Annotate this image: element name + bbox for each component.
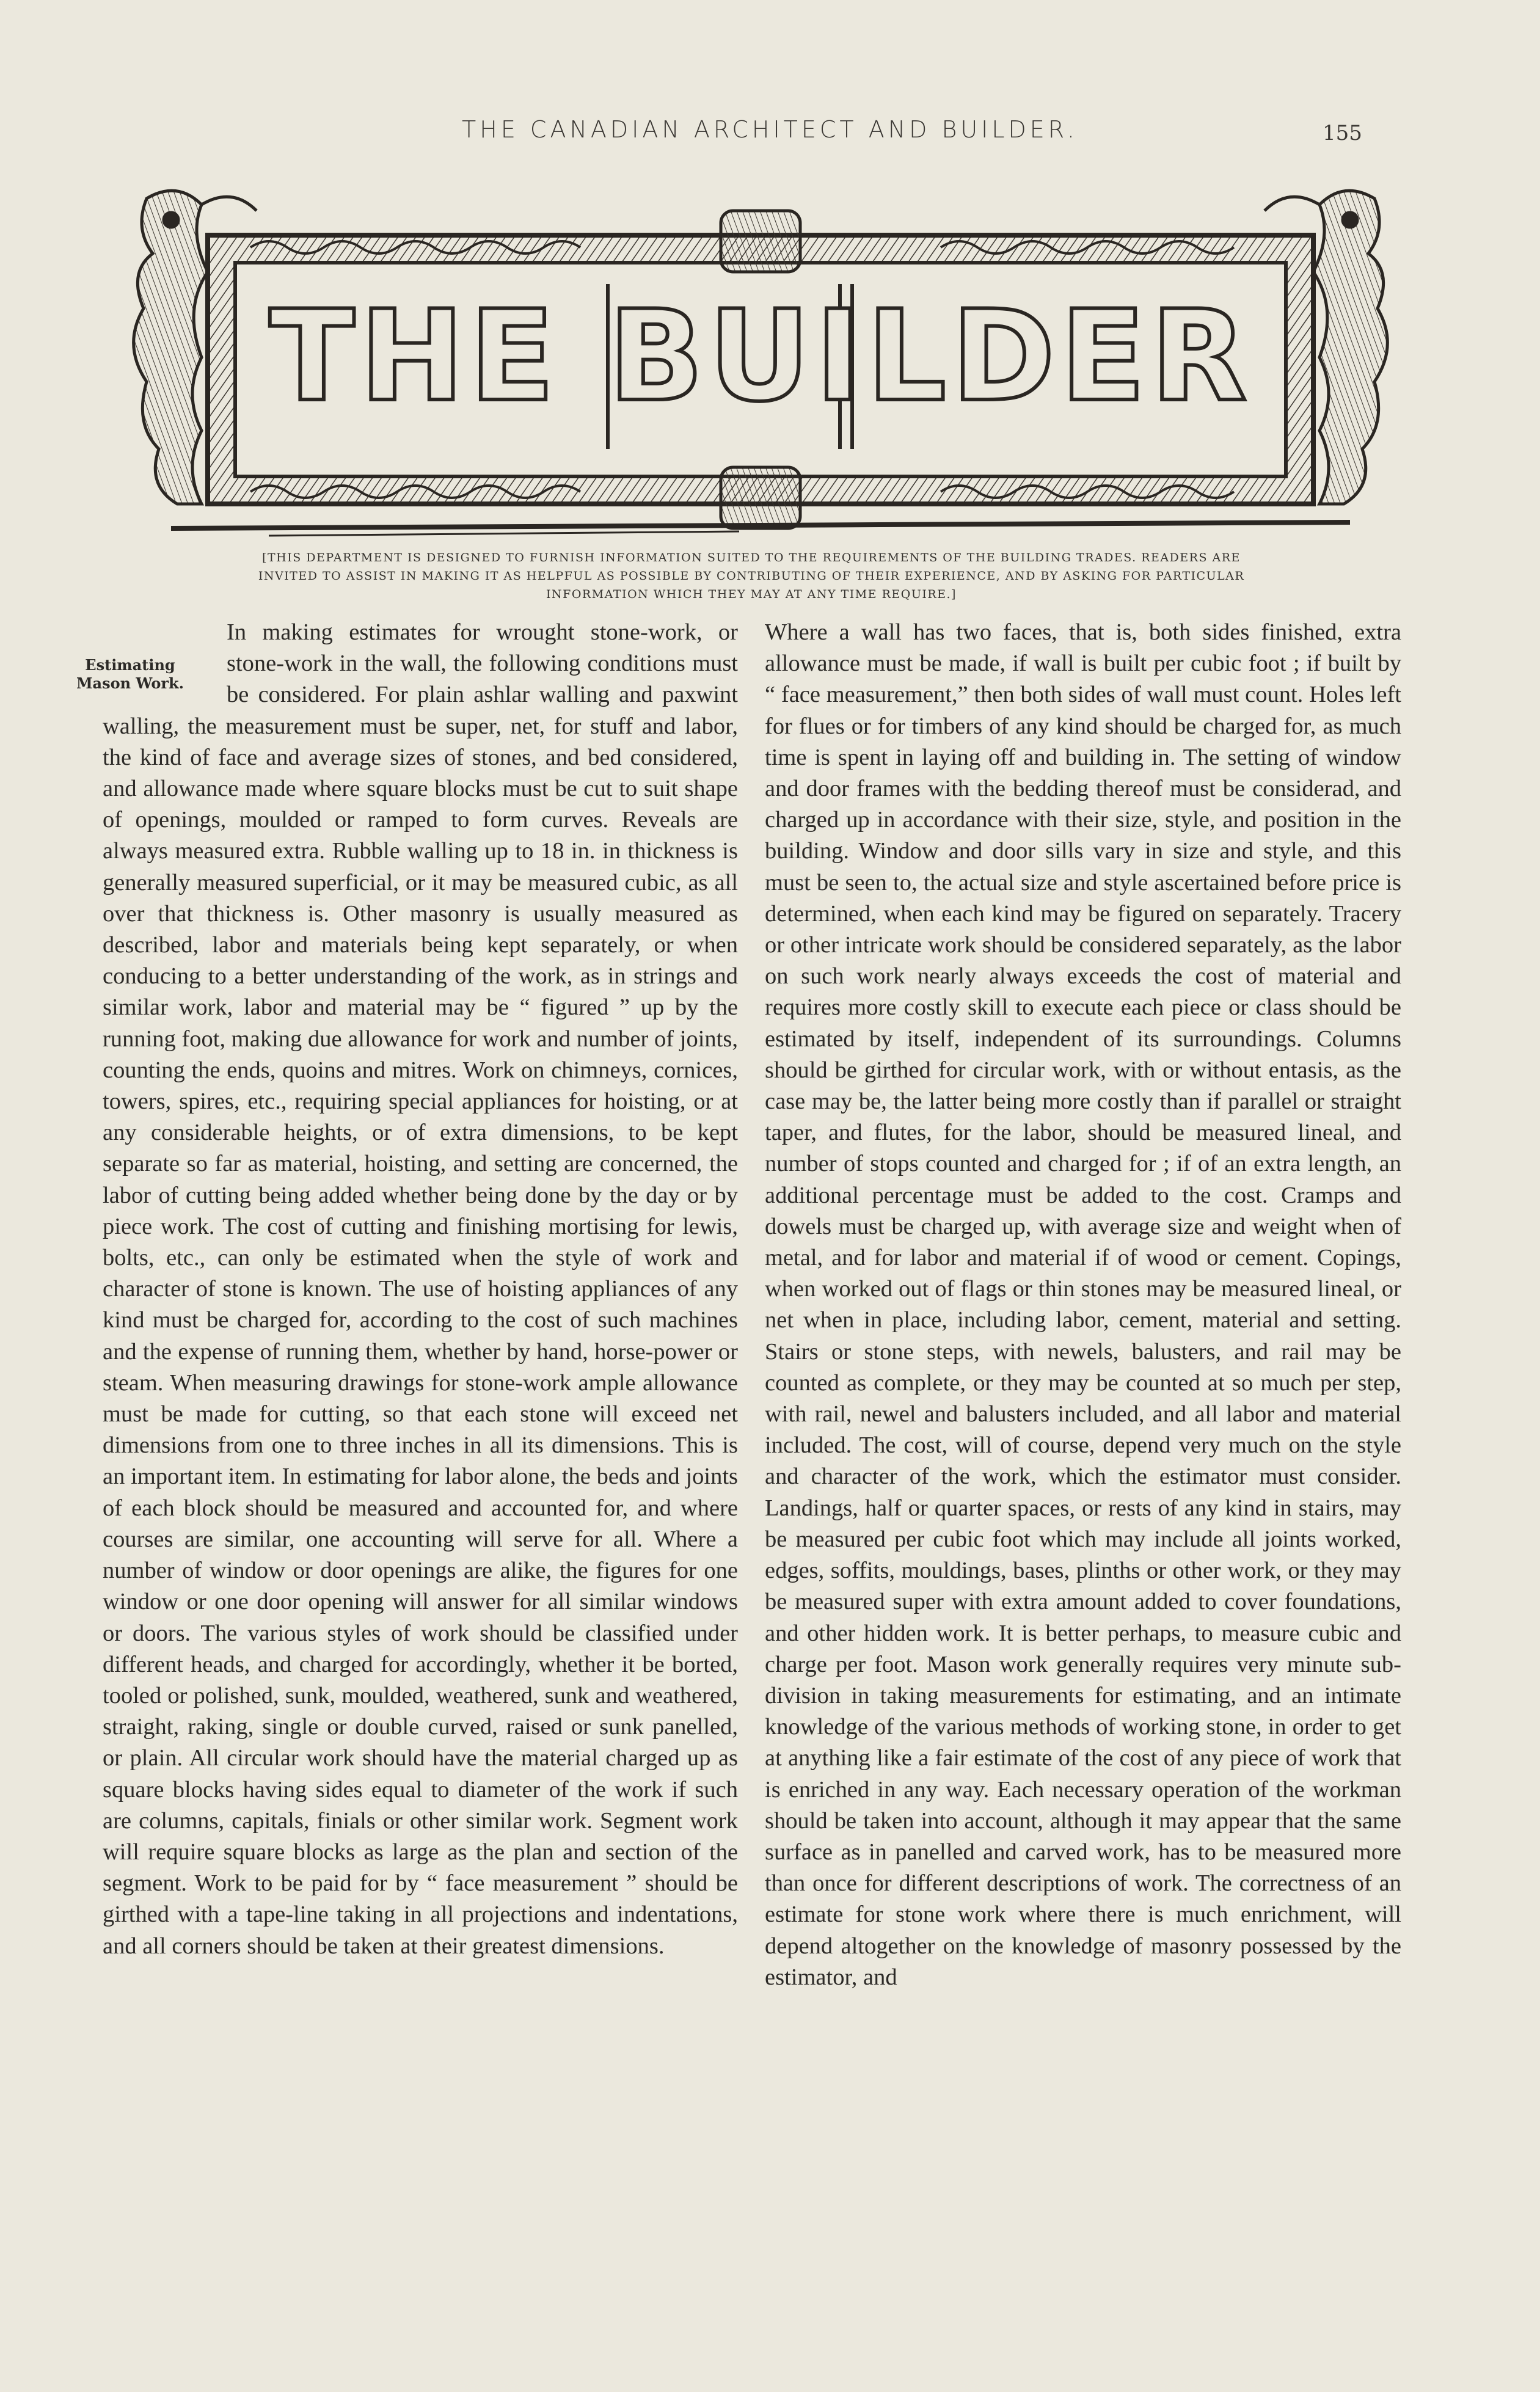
running-title: THE CANADIAN ARCHITECT AND BUILDER.	[462, 116, 1078, 143]
marginal-heading	[51, 617, 210, 693]
right-column-text: Where a wall has two faces, that is, both sides finished, extra allowance must be made, if wall is built per cubic foot ; if built by “ face measurement,” then both sides of wall must count. Holes left for flues or for timbers of any kind should be charged for, as much time is spent in laying off and building in. The setting of window and door frames with the bedding thereof must be considerad, and charged up in accordance with their size, style, and position in the building. Window and door sills vary in size and style, and this must be seen to, the actual size and style ascertained before price is determined, when each kind may be figured on separately. Tracery or other intricate work should be considered separately, as the labor on such work nearly always exceeds the cost of material and requires more costly skill to execute each piece or class should be estimated by itself, independent of its surroundings. Columns should be girthed for circular work, with or without entasis, as the case may be, the latter being more costly than if parallel or straight taper, and flutes, for the labor, should be measured lineal, and number of stops counted and charged for ; if of an extra length, an additional percentage must be added to the cost. Cramps and dowels must be charged up, with average size and weight when of metal, and for labor and material if of wood or cement. Copings, when worked out of flags or thin stones may be measured lineal, or net when in place, including labor, cement, material and setting. Stairs or stone steps, with newels, balusters, and rail may be counted as complete, or they may be counted at so much per step, with rail, newel and balusters included, and all labor and material included. The cost, will of course, depend very much on the style and character of the work, which the estimator must consider. Landings, half or quarter spaces, or rests of any kind in stairs, may be measured per cubic foot which may include all joints worked, edges, soffits, mouldings, bases, plinths or other work, or they may be measured super with extra amount added to cover foundations, and other hidden work. It is better perhaps, to measure cubic and charge per foot. Mason work generally requires very minute sub-division in taking measurements for estimating, and an intimate knowledge of the various methods of working stone, in order to get at anything like a fair estimate of the cost of any piece of work that is enriched in any way. Each necessary operation of the workman should be taken into account, although it may appear that the same surface as in panelled and carved work, has to be measured more than once for different descriptions of work. The correctness of an estimate for stone work where there is much enrichment, will depend altogether on the knowledge of masonry possessed by the estimator, and	[765, 619, 1401, 1990]
article-left-column	[76, 617, 738, 1962]
article-right-column	[765, 617, 1401, 1993]
page-number: 155	[1323, 121, 1362, 145]
department-banner	[110, 162, 1411, 559]
marginal-heading-line1: Estimating	[85, 656, 175, 674]
left-column-text: In making estimates for wrought stone-work, or stone-work in the wall, the following conditions must be considered. For plain ashlar walling and paxwint walling, the measurement must be super, net, for stuff and labor, the kind of face and average sizes of stones, and bed considered, and allowance made where square blocks must be cut to suit shape of openings, moulded or ramped to form curves. Reveals are always measured extra. Rubble walling up to 18 in. in thickness is generally measured superficial, or it may be measured cubic, as all over that thickness is. Other masonry is usually measured as described, labor and materials being kept separately, or when conducing to a better understanding of the work, as in strings and similar work, labor and material may be “ figured ” up by the running foot, making due allowance for work and number of joints, counting the ends, quoins and mitres. Work on chimneys, cornices, towers, spires, etc., requiring special appliances for hoisting, or at any considerable heights, or of extra dimensions, to be kept separate so far as material, hoisting, and setting are concerned, the labor of cutting being added whether being done by the day or by piece work. The cost of cutting and finishing mortising for lewis, bolts, etc., can only be estimated when the style of work and character of stone is known. The use of hoisting appliances of any kind must be charged for, according to the cost of such machines and the expense of running them, whether by hand, horse-power or steam. When measuring drawings for stone-work ample allowance must be made for cutting, so that each stone will exceed net dimensions from one to three inches in all its dimensions. This is an important item. In estimating for labor alone, the beds and joints of each block should be measured and accounted for, and where courses are similar, one accounting will serve for all. Where a number of window or door openings are alike, the figures for one window or one door opening will answer for all similar windows or doors. The various styles of work should be classified under different heads, and charged for accordingly, whether it be borted, tooled or polished, sunk, moulded, weathered, sunk and weathered, straight, raking, single or double curved, raised or sunk panelled, or plain. All circular work should have the material charged up as square blocks having sides equal to diameter of the work if such are columns, capitals, finials or other similar work. Segment work will require square blocks as large as the plan and section of the segment. Work to be paid for by “ face measurement ” should be girthed with a tape-line taking in all projections and indentations, and all corners should be taken at their greatest dimensions.	[103, 619, 738, 1959]
marginal-heading-line2: Mason Work.	[76, 674, 184, 692]
banner-title: THE BUILDER	[269, 284, 1252, 429]
department-note: [THIS DEPARTMENT IS DESIGNED TO FURNISH INFORMATION SUITED TO THE REQUIREMENTS OF THE BUILDING TRADES. READERS ARE INVITED TO ASSIST IN MAKING IT AS HELPFUL AS POSSIBLE BY CONTRIBUTING OF THEIR EXPERIENCE, AND BY ASKING FOR PARTICULAR INFORMATION WHICH THEY MAY AT ANY TIME REQUIRE.]	[258, 551, 1245, 601]
